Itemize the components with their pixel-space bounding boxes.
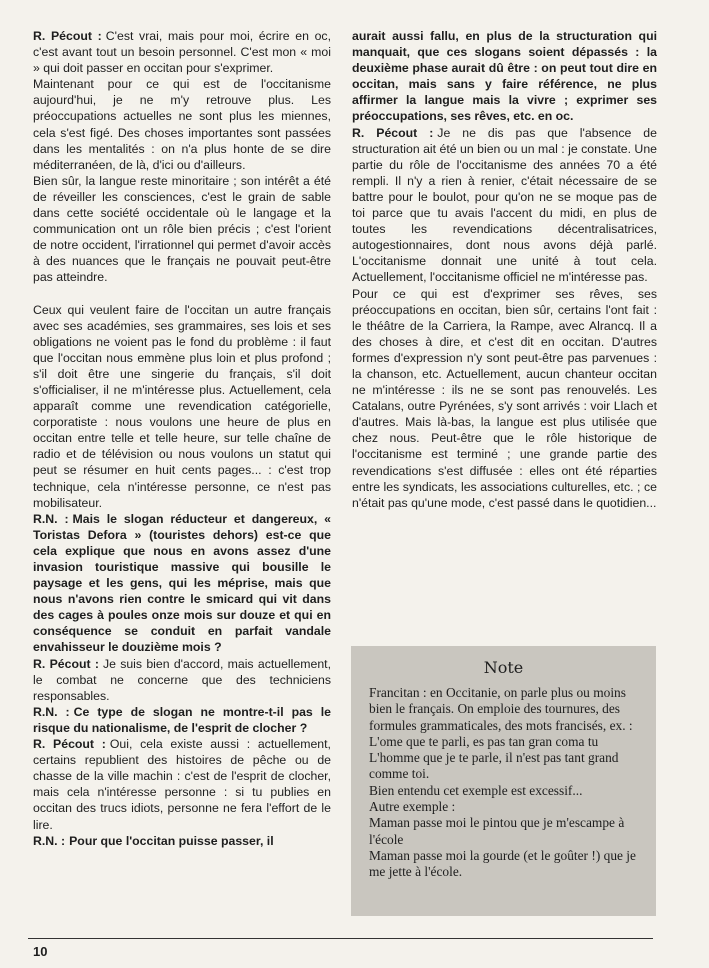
answer-text: Bien sûr, la langue reste minoritaire ; son intérêt a été de réveiller les consciences, c'est le grain de sable dans cette société occidentale où le langage et la communication ont un rôle bien précis ; c'est l'orient de notre occident, l'irrationnel qui permet d'avoir accès à des nuances que le français ne pouvait peut-être pas atteindre.	[33, 173, 331, 285]
paragraph	[33, 28, 331, 76]
speaker-label: R.N. :	[33, 511, 69, 526]
speaker-label: R.N. :	[33, 833, 66, 848]
note-line: Francitan : en Occitanie, on parle plus ou moins bien le français. On emploie des tournures, des formules grammaticales, des mots francisés, ex. :	[369, 685, 633, 733]
paragraph	[352, 125, 657, 286]
right-column	[352, 28, 657, 511]
footer-rule	[28, 938, 653, 939]
answer-text: Je ne dis pas que l'absence de structuration ait été un bien ou un mal : je constate. Une partie du rôle de l'occitanisme des années 70 a été rempli. Il n'y a rien à renier, c'était nécessaire de se battre pour le boulot, pour qu'on ne se moque pas de toi parce que tu avais l'accent du midi, en plus de toutes les revendications décentralisatrices, autogestionnaires, dont nous avons déjà parlé. L'occitanisme donnait une unité à tout cela. Actuellement, l'occitanisme officiel ne m'intéresse pas.	[352, 125, 657, 285]
paragraph	[33, 511, 331, 656]
note-body	[351, 685, 656, 881]
note-line: Maman passe moi le pintou que je m'escampe à l'école	[369, 815, 625, 847]
note-box	[351, 646, 656, 916]
answer-text: Oui, cela existe aussi : actuellement, certains republient des histoires de pêche ou de chasse de la ville machin : c'est de l'esprit de clocher, mais cela n'intéresse personne : si tu publies en occitan des trucs idiots, personne ne fera l'effort de le lire.	[33, 737, 331, 832]
speaker-label: R. Pécout :	[33, 737, 106, 752]
paragraph	[33, 833, 331, 849]
paragraph	[33, 736, 331, 833]
note-line: Bien entendu cet exemple est excessif...	[369, 782, 583, 798]
paragraph	[33, 173, 331, 286]
note-line: Maman passe moi la gourde (et le goûter !) que je me jette à l'école.	[369, 847, 636, 880]
answer-text: Maintenant pour ce qui est de l'occitanisme aujourd'hui, je ne m'y retrouve plus. Les préoccupations actuelles ne sont plus les miennes, cela s'est figé. Des choses importantes sont passées dans les mentalités : on n'a plus honte de se dire méditerranéen, de là, d'ici ou d'ailleurs.	[33, 77, 331, 172]
question-text: Pour que l'occitan puisse passer, il	[69, 833, 274, 848]
question-text: Ce type de slogan ne montre-t-il pas le risque du nationalisme, de l'esprit de clocher ?	[33, 704, 331, 735]
note-title: Note	[483, 658, 524, 677]
paragraph	[33, 302, 331, 511]
answer-text: C'est vrai, mais pour moi, écrire en oc, c'est avant tout un besoin personnel. C'est mon « moi » qui doit passer en occitan pour s'exprimer.	[33, 29, 331, 76]
page-number: 10	[33, 944, 48, 959]
question-text: Mais le slogan réducteur et dangereux, « Toristas Defora » (touristes dehors) est-ce que cela explique que nous en avons assez d'une invasion touristique massive qui bousille le paysage et les gens, qui les méprise, mais que nous n'avons rien contre le smicard qui vit dans des cages à poules onze mois sur douze et qui en conséquence se conduit en parfait vandale envahisseur le douzième mois ?	[33, 511, 331, 655]
paragraph	[352, 286, 657, 511]
speaker-label: R. Pécout :	[33, 29, 102, 43]
paragraph	[33, 704, 331, 736]
note-line: Autre exemple :	[369, 799, 456, 815]
paragraph	[33, 76, 331, 173]
paragraph	[33, 656, 331, 704]
speaker-label: R.N. :	[33, 704, 70, 719]
note-line: L'homme que je te parle, il n'est pas tant grand comme toi.	[369, 750, 619, 782]
speaker-label: R. Pécout :	[33, 656, 99, 671]
note-line: L'ome que te parli, es pas tan gran coma tu	[369, 733, 599, 749]
answer-text: Ceux qui veulent faire de l'occitan un autre français avec ses académies, ses grammaires, ses lois et ses obligations ne voient pas le fond du problème : il faut que l'occitan nous emmène plus loin et plus profond ; s'il doit être une singerie du français, s'il doit s'officialiser, il ne m'intéresse plus. Actuellement, cela apparaît comme une revendication catégorielle, corporatiste : nous voulons une heure de plus en occitan entre telle et telle heure, sur telle chaîne de radio et de télévision ou nous voulons un statut qui peut se résumer en huit cents pages... : c'est trop technique, cela n'intéresse personne, ce n'est pas mobilisateur.	[33, 302, 331, 510]
paragraph	[352, 28, 657, 125]
speaker-label: R. Pécout :	[352, 125, 434, 140]
question-text: aurait aussi fallu, en plus de la structuration qui manquait, que ces slogans soient dépassés : la deuxième phase aurait dû être : on peut tout dire en occitan, mais sans y faire référence, ne plus affirmer la langue mais la vivre ; exprimer ses préoccupations, ses rêves, etc. en oc.	[352, 29, 657, 124]
answer-text: Pour ce qui est d'exprimer ses rêves, ses préoccupations en occitan, bien sûr, certains l'ont fait : le théâtre de la Carriera, la Rampe, avec Alrancq. Il a des choses à dire, et c'est dit en occitan. D'autres formes d'expression n'y sont peut-être pas parvenues : la chanson, etc. Actuellement, aucun chanteur occitan ne m'intéresse : ils ne se sont pas renouvelés. Les Catalans, outre Pyrénées, s'y sont arrivés : voir Llach et d'autres. Mais là-bas, la langue est plus utilisée que chez nous. Peut-être que le rôle historique de l'occitanisme est terminé ; une grande partie des revendications s'est diffusée : elles ont été réparties entre les syndicats, les associations culturelles, etc. ; ce n'était pas qu'une mode, c'est passé dans le quotidien...	[352, 286, 657, 510]
left-column	[33, 28, 331, 849]
answer-text: Je suis bien d'accord, mais actuellement, le combat ne concerne que des techniciens responsables.	[33, 656, 331, 703]
